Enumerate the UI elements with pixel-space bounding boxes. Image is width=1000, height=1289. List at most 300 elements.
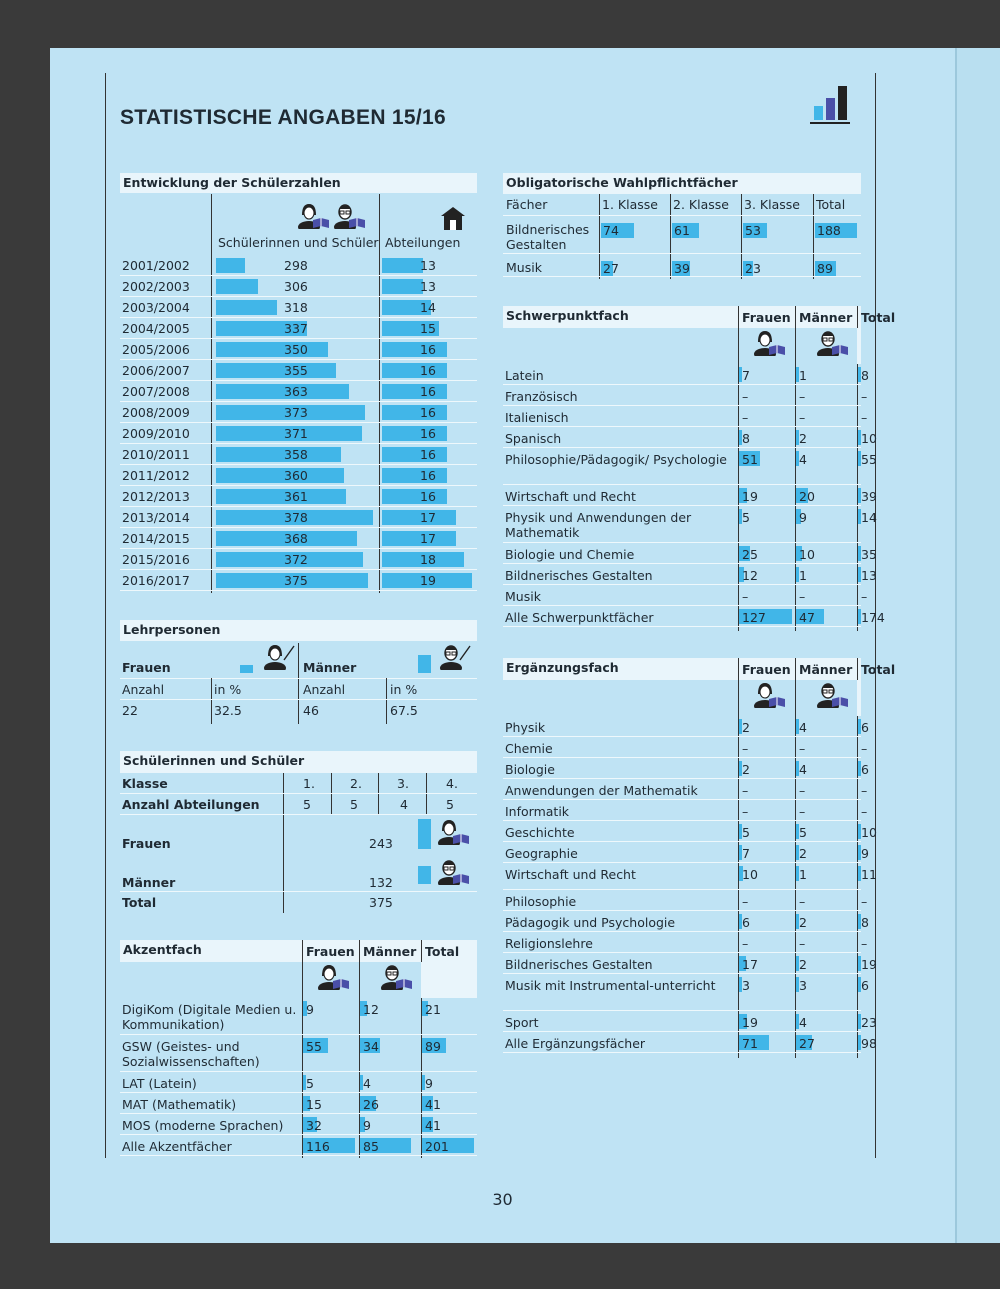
year-label: 2009/2010 — [122, 426, 190, 441]
subject-label: Alle Akzentfächer — [122, 1139, 232, 1154]
value-frauen: 9 — [306, 1002, 314, 1017]
column-header: Männer — [363, 944, 417, 959]
student-count: 363 — [284, 384, 308, 399]
value-total: 8 — [861, 915, 869, 930]
value-total: – — [861, 389, 868, 404]
department-count: 18 — [420, 552, 436, 567]
department-count-bar — [382, 342, 447, 357]
subject-label: Informatik — [505, 804, 570, 819]
value-maenner: 12 — [363, 1002, 379, 1017]
value-total: 174 — [861, 610, 885, 625]
student-count-bar — [216, 489, 346, 504]
value-frauen: 116 — [306, 1139, 330, 1154]
year-label: 2006/2007 — [122, 363, 190, 378]
value-maenner: 4 — [799, 720, 807, 735]
value-maenner: 26 — [363, 1097, 379, 1112]
female-student-icon — [436, 819, 470, 845]
value-frauen: – — [742, 894, 749, 909]
value-maenner: 27 — [799, 1036, 815, 1051]
value-maenner: 4 — [363, 1076, 371, 1091]
subject-label: Pädagogik und Psychologie — [505, 915, 676, 930]
value-maenner: 2 — [799, 957, 807, 972]
page — [50, 48, 955, 1243]
male-bar — [418, 866, 431, 884]
value-maenner: – — [799, 936, 806, 951]
page-title: STATISTISCHE ANGABEN 15/16 — [120, 106, 446, 129]
value-frauen: 19 — [742, 489, 758, 504]
value-total: 23 — [861, 1015, 877, 1030]
value-frauen: 25 — [742, 547, 758, 562]
year-label: 2014/2015 — [122, 531, 190, 546]
department-count-bar — [382, 363, 447, 378]
value-total: – — [861, 741, 868, 756]
department-count: 19 — [420, 573, 436, 588]
value-frauen: 2 — [742, 720, 750, 735]
subject-label: DigiKom (Digitale Medien u. Kommunikation) — [122, 1002, 297, 1032]
value-frauen: – — [742, 589, 749, 604]
subject-label: Alle Schwerpunktfächer — [505, 610, 654, 625]
section-title: Obligatorische Wahlpflichtfächer — [503, 173, 861, 194]
value-frauen: 127 — [742, 610, 766, 625]
value-frauen: – — [742, 741, 749, 756]
female-student-icon — [316, 964, 350, 990]
lehrpersonen-section — [120, 620, 477, 724]
female-share-bar — [240, 665, 253, 673]
value-total: 9 — [861, 846, 869, 861]
subject-label: MAT (Mathematik) — [122, 1097, 237, 1112]
value-frauen: 19 — [742, 1015, 758, 1030]
department-count: 15 — [420, 321, 436, 336]
subject-label: Alle Ergänzungsfächer — [505, 1036, 646, 1051]
value: 89 — [817, 261, 833, 276]
department-count: 13 — [420, 258, 436, 273]
subject-label: Französisch — [505, 389, 578, 404]
class-number: 3. — [397, 776, 409, 791]
female-count: 22 — [122, 703, 138, 718]
subject-label: Musik mit Instrumental-unterricht — [505, 978, 716, 993]
student-count: 375 — [284, 573, 308, 588]
subject-label: Geographie — [505, 846, 578, 861]
label-in-prozent: in % — [390, 682, 418, 697]
female-count: 243 — [369, 836, 393, 851]
bar-chart-icon — [802, 84, 850, 124]
entwicklung-section — [120, 173, 477, 593]
value: 61 — [674, 223, 690, 238]
subject-label: Philosophie/Pädagogik/ Psychologie — [505, 452, 727, 467]
value-frauen: 5 — [306, 1076, 314, 1091]
department-count: 16 — [420, 363, 436, 378]
school-building-icon — [440, 205, 466, 231]
student-count: 372 — [284, 552, 308, 567]
column-header: Männer — [799, 662, 853, 677]
male-student-icon — [438, 644, 472, 670]
value-total: – — [861, 894, 868, 909]
column-divider — [386, 678, 387, 724]
value-total: – — [861, 936, 868, 951]
department-count: 17 — [420, 510, 436, 525]
divider — [120, 891, 477, 892]
value-maenner: 4 — [799, 452, 807, 467]
value-maenner: – — [799, 783, 806, 798]
student-count: 360 — [284, 468, 308, 483]
value-maenner: 10 — [799, 547, 815, 562]
value-total: 6 — [861, 978, 869, 993]
value: 23 — [745, 261, 761, 276]
total-header-fill — [857, 328, 861, 364]
subject-label: MOS (moderne Sprachen) — [122, 1118, 284, 1133]
column-header: Frauen — [306, 944, 355, 959]
student-count-bar — [216, 342, 328, 357]
value: 188 — [817, 223, 841, 238]
label-anzahl-abteilungen: Anzahl Abteilungen — [122, 797, 260, 812]
column-header-students: Schülerinnen und Schüler — [218, 235, 379, 250]
section-title: Schwerpunktfach — [503, 306, 861, 328]
male-student-icon — [815, 682, 849, 708]
subject-label: Anwendungen der Mathematik — [505, 783, 698, 798]
student-count: 378 — [284, 510, 308, 525]
year-label: 2002/2003 — [122, 279, 190, 294]
male-student-icon — [332, 203, 366, 229]
subject-label: Latein — [505, 368, 544, 383]
department-count-bar — [382, 510, 456, 525]
label-frauen: Frauen — [122, 836, 171, 851]
value-frauen: – — [742, 936, 749, 951]
student-count: 368 — [284, 531, 308, 546]
value-frauen: 3 — [742, 978, 750, 993]
student-count-bar — [216, 468, 344, 483]
year-label: 2005/2006 — [122, 342, 190, 357]
column-header: Total — [861, 662, 896, 677]
female-student-icon — [752, 330, 786, 356]
value-maenner: – — [799, 894, 806, 909]
value-maenner: – — [799, 589, 806, 604]
divider — [120, 699, 477, 700]
student-count: 350 — [284, 342, 308, 357]
subject-label: Wirtschaft und Recht — [505, 489, 636, 504]
value-total: 35 — [861, 547, 877, 562]
value-total: 41 — [425, 1118, 441, 1133]
value-total: 13 — [861, 568, 877, 583]
female-student-icon — [752, 682, 786, 708]
subject-label: Philosophie — [505, 894, 577, 909]
subject-label: Bildnerisches Gestalten — [506, 222, 590, 252]
department-count-bar — [382, 426, 447, 441]
divider — [120, 678, 477, 679]
column-header: 2. Klasse — [673, 197, 729, 212]
divider — [120, 814, 477, 815]
value-total: 11 — [861, 867, 877, 882]
section-title: Entwicklung der Schülerzahlen — [120, 173, 477, 193]
department-count-bar — [382, 489, 447, 504]
value-total: 6 — [861, 720, 869, 735]
student-count-bar — [216, 279, 258, 294]
value-frauen: 51 — [742, 452, 758, 467]
value-frauen: 17 — [742, 957, 758, 972]
year-label: 2007/2008 — [122, 384, 190, 399]
value-maenner: 3 — [799, 978, 807, 993]
student-count: 318 — [284, 300, 308, 315]
wahlpflicht-section — [503, 173, 861, 279]
value-maenner: 2 — [799, 846, 807, 861]
male-share-bar — [418, 655, 431, 673]
value: 74 — [603, 223, 619, 238]
subject-label: LAT (Latein) — [122, 1076, 197, 1091]
divider — [120, 793, 477, 794]
value-maenner: 47 — [799, 610, 815, 625]
value-frauen: – — [742, 389, 749, 404]
schueler-section — [120, 751, 477, 913]
male-percent: 67.5 — [390, 703, 418, 718]
value-frauen: 10 — [742, 867, 758, 882]
label-in-prozent: in % — [214, 682, 242, 697]
subject-label: Bildnerisches Gestalten — [505, 568, 653, 583]
value-total: 10 — [861, 825, 877, 840]
department-count-bar — [382, 405, 447, 420]
subject-label: Sport — [505, 1015, 539, 1030]
value-maenner: – — [799, 389, 806, 404]
value-frauen: 5 — [742, 510, 750, 525]
value-maenner: 85 — [363, 1139, 379, 1154]
label-total: Total — [122, 895, 157, 910]
value: 53 — [745, 223, 761, 238]
value-maenner: – — [799, 741, 806, 756]
department-count: 5 — [303, 797, 311, 812]
value-maenner: – — [799, 804, 806, 819]
student-count: 371 — [284, 426, 308, 441]
column-divider — [426, 773, 427, 815]
department-count-bar — [382, 279, 423, 294]
subject-label: Biologie — [505, 762, 555, 777]
male-student-icon — [379, 964, 413, 990]
female-student-icon — [296, 203, 330, 229]
value-total: 9 — [425, 1076, 433, 1091]
year-label: 2008/2009 — [122, 405, 190, 420]
value-maenner: – — [799, 410, 806, 425]
value-frauen: – — [742, 804, 749, 819]
column-divider — [298, 643, 299, 724]
value-frauen: 55 — [306, 1039, 322, 1054]
value-maenner: 4 — [799, 1015, 807, 1030]
department-count: 16 — [420, 426, 436, 441]
subject-label: Musik — [505, 589, 541, 604]
section-title: Akzentfach — [120, 940, 477, 962]
department-count: 14 — [420, 300, 436, 315]
student-count: 337 — [284, 321, 308, 336]
student-count: 298 — [284, 258, 308, 273]
label-frauen: Frauen — [122, 660, 171, 675]
value-maenner: 9 — [799, 510, 807, 525]
section-title: Lehrpersonen — [120, 620, 477, 641]
subject-label: Bildnerisches Gestalten — [505, 957, 653, 972]
student-count-bar — [216, 258, 245, 273]
akzentfach-section — [120, 940, 477, 1158]
value: 27 — [603, 261, 619, 276]
value-frauen: 7 — [742, 368, 750, 383]
student-count-bar — [216, 300, 277, 315]
column-header: Total — [425, 944, 460, 959]
value-total: 89 — [425, 1039, 441, 1054]
column-header: Männer — [799, 310, 853, 325]
year-label: 2004/2005 — [122, 321, 190, 336]
value-total: 10 — [861, 431, 877, 446]
page-number: 30 — [492, 1190, 513, 1209]
student-count: 361 — [284, 489, 308, 504]
student-count-bar — [216, 447, 341, 462]
next-page-edge — [955, 48, 1000, 1243]
divider — [503, 215, 861, 216]
total-count: 375 — [369, 895, 393, 910]
subject-label: Geschichte — [505, 825, 575, 840]
subject-label: Wirtschaft und Recht — [505, 867, 636, 882]
value: 39 — [674, 261, 690, 276]
value-frauen: 12 — [742, 568, 758, 583]
department-count: 5 — [350, 797, 358, 812]
year-label: 2015/2016 — [122, 552, 190, 567]
value-total: 19 — [861, 957, 877, 972]
female-percent: 32.5 — [214, 703, 242, 718]
value-maenner: 9 — [363, 1118, 371, 1133]
left-rule — [105, 73, 106, 1158]
subject-label: Spanisch — [505, 431, 562, 446]
column-header: Fächer — [506, 197, 548, 212]
value-frauen: 32 — [306, 1118, 322, 1133]
department-count: 16 — [420, 384, 436, 399]
department-count-bar — [382, 468, 447, 483]
column-divider — [331, 773, 332, 815]
value-frauen: 5 — [742, 825, 750, 840]
value-maenner: 5 — [799, 825, 807, 840]
year-label: 2012/2013 — [122, 489, 190, 504]
department-count-bar — [382, 531, 456, 546]
year-label: 2010/2011 — [122, 447, 190, 462]
value-total: – — [861, 589, 868, 604]
column-header: Frauen — [742, 662, 791, 677]
value-maenner: 1 — [799, 368, 807, 383]
value-total: – — [861, 410, 868, 425]
subject-label: Musik — [506, 260, 542, 275]
value-frauen: 6 — [742, 915, 750, 930]
column-header-departments: Abteilungen — [385, 235, 461, 250]
department-count-bar — [382, 258, 423, 273]
column-header: Frauen — [742, 310, 791, 325]
department-count-bar — [382, 447, 447, 462]
value-frauen: 15 — [306, 1097, 322, 1112]
year-label: 2011/2012 — [122, 468, 190, 483]
subject-label: Physik — [505, 720, 546, 735]
value-frauen: 2 — [742, 762, 750, 777]
section-title: Schülerinnen und Schüler — [120, 751, 477, 773]
column-divider — [283, 773, 284, 913]
department-count: 16 — [420, 468, 436, 483]
student-count: 373 — [284, 405, 308, 420]
total-header-fill — [421, 962, 477, 998]
department-count: 5 — [446, 797, 454, 812]
value-frauen: – — [742, 410, 749, 425]
class-number: 4. — [446, 776, 458, 791]
department-count-bar — [382, 384, 447, 399]
value-frauen: 8 — [742, 431, 750, 446]
value-maenner: 1 — [799, 867, 807, 882]
subject-label: Physik und Anwendungen der Mathematik — [505, 510, 692, 540]
value-maenner: 20 — [799, 489, 815, 504]
female-bar — [418, 819, 431, 849]
male-student-icon — [436, 859, 470, 885]
male-count: 46 — [303, 703, 319, 718]
department-count: 16 — [420, 447, 436, 462]
subject-label: Italienisch — [505, 410, 569, 425]
department-count: 16 — [420, 489, 436, 504]
student-count: 358 — [284, 447, 308, 462]
female-student-icon — [262, 644, 296, 670]
value-total: 41 — [425, 1097, 441, 1112]
year-label: 2013/2014 — [122, 510, 190, 525]
value-frauen: 71 — [742, 1036, 758, 1051]
value-total: – — [861, 804, 868, 819]
class-number: 2. — [350, 776, 362, 791]
student-count: 355 — [284, 363, 308, 378]
column-header: Total — [861, 310, 896, 325]
label-maenner: Männer — [303, 660, 357, 675]
subject-label: Chemie — [505, 741, 553, 756]
year-label: 2001/2002 — [122, 258, 190, 273]
value-total: 201 — [425, 1139, 449, 1154]
label-anzahl: Anzahl — [303, 682, 346, 697]
value-total: 21 — [425, 1002, 441, 1017]
student-count: 306 — [284, 279, 308, 294]
column-divider — [211, 678, 212, 724]
value-frauen: 7 — [742, 846, 750, 861]
male-count: 132 — [369, 875, 393, 890]
class-number: 1. — [303, 776, 315, 791]
section-title: Ergänzungsfach — [503, 658, 861, 680]
student-count-bar — [216, 363, 336, 378]
department-count: 16 — [420, 342, 436, 357]
total-header-fill — [857, 680, 861, 716]
department-count: 13 — [420, 279, 436, 294]
department-count: 16 — [420, 405, 436, 420]
value-total: 55 — [861, 452, 877, 467]
subject-label: Biologie und Chemie — [505, 547, 635, 562]
value-total: 39 — [861, 489, 877, 504]
department-count: 17 — [420, 531, 436, 546]
column-header: Total — [816, 197, 846, 212]
department-count: 4 — [400, 797, 408, 812]
subject-label: GSW (Geistes- und Sozialwissenschaften) — [122, 1039, 260, 1069]
value-maenner: 4 — [799, 762, 807, 777]
year-label: 2003/2004 — [122, 300, 190, 315]
value-frauen: – — [742, 783, 749, 798]
column-divider — [378, 773, 379, 815]
male-student-icon — [815, 330, 849, 356]
year-label: 2016/2017 — [122, 573, 190, 588]
value-maenner: 2 — [799, 915, 807, 930]
value-maenner: 2 — [799, 431, 807, 446]
column-header: 1. Klasse — [602, 197, 658, 212]
value-total: – — [861, 783, 868, 798]
subject-label: Religionslehre — [505, 936, 593, 951]
label-anzahl: Anzahl — [122, 682, 165, 697]
schwerpunkt-section — [503, 306, 896, 631]
label-maenner: Männer — [122, 875, 176, 890]
student-count-bar — [216, 384, 349, 399]
column-header: 3. Klasse — [744, 197, 800, 212]
value-total: 14 — [861, 510, 877, 525]
value-maenner: 34 — [363, 1039, 379, 1054]
ergaenzung-section — [503, 658, 896, 1058]
value-total: 98 — [861, 1036, 877, 1051]
value-total: 8 — [861, 368, 869, 383]
label-klasse: Klasse — [122, 776, 168, 791]
